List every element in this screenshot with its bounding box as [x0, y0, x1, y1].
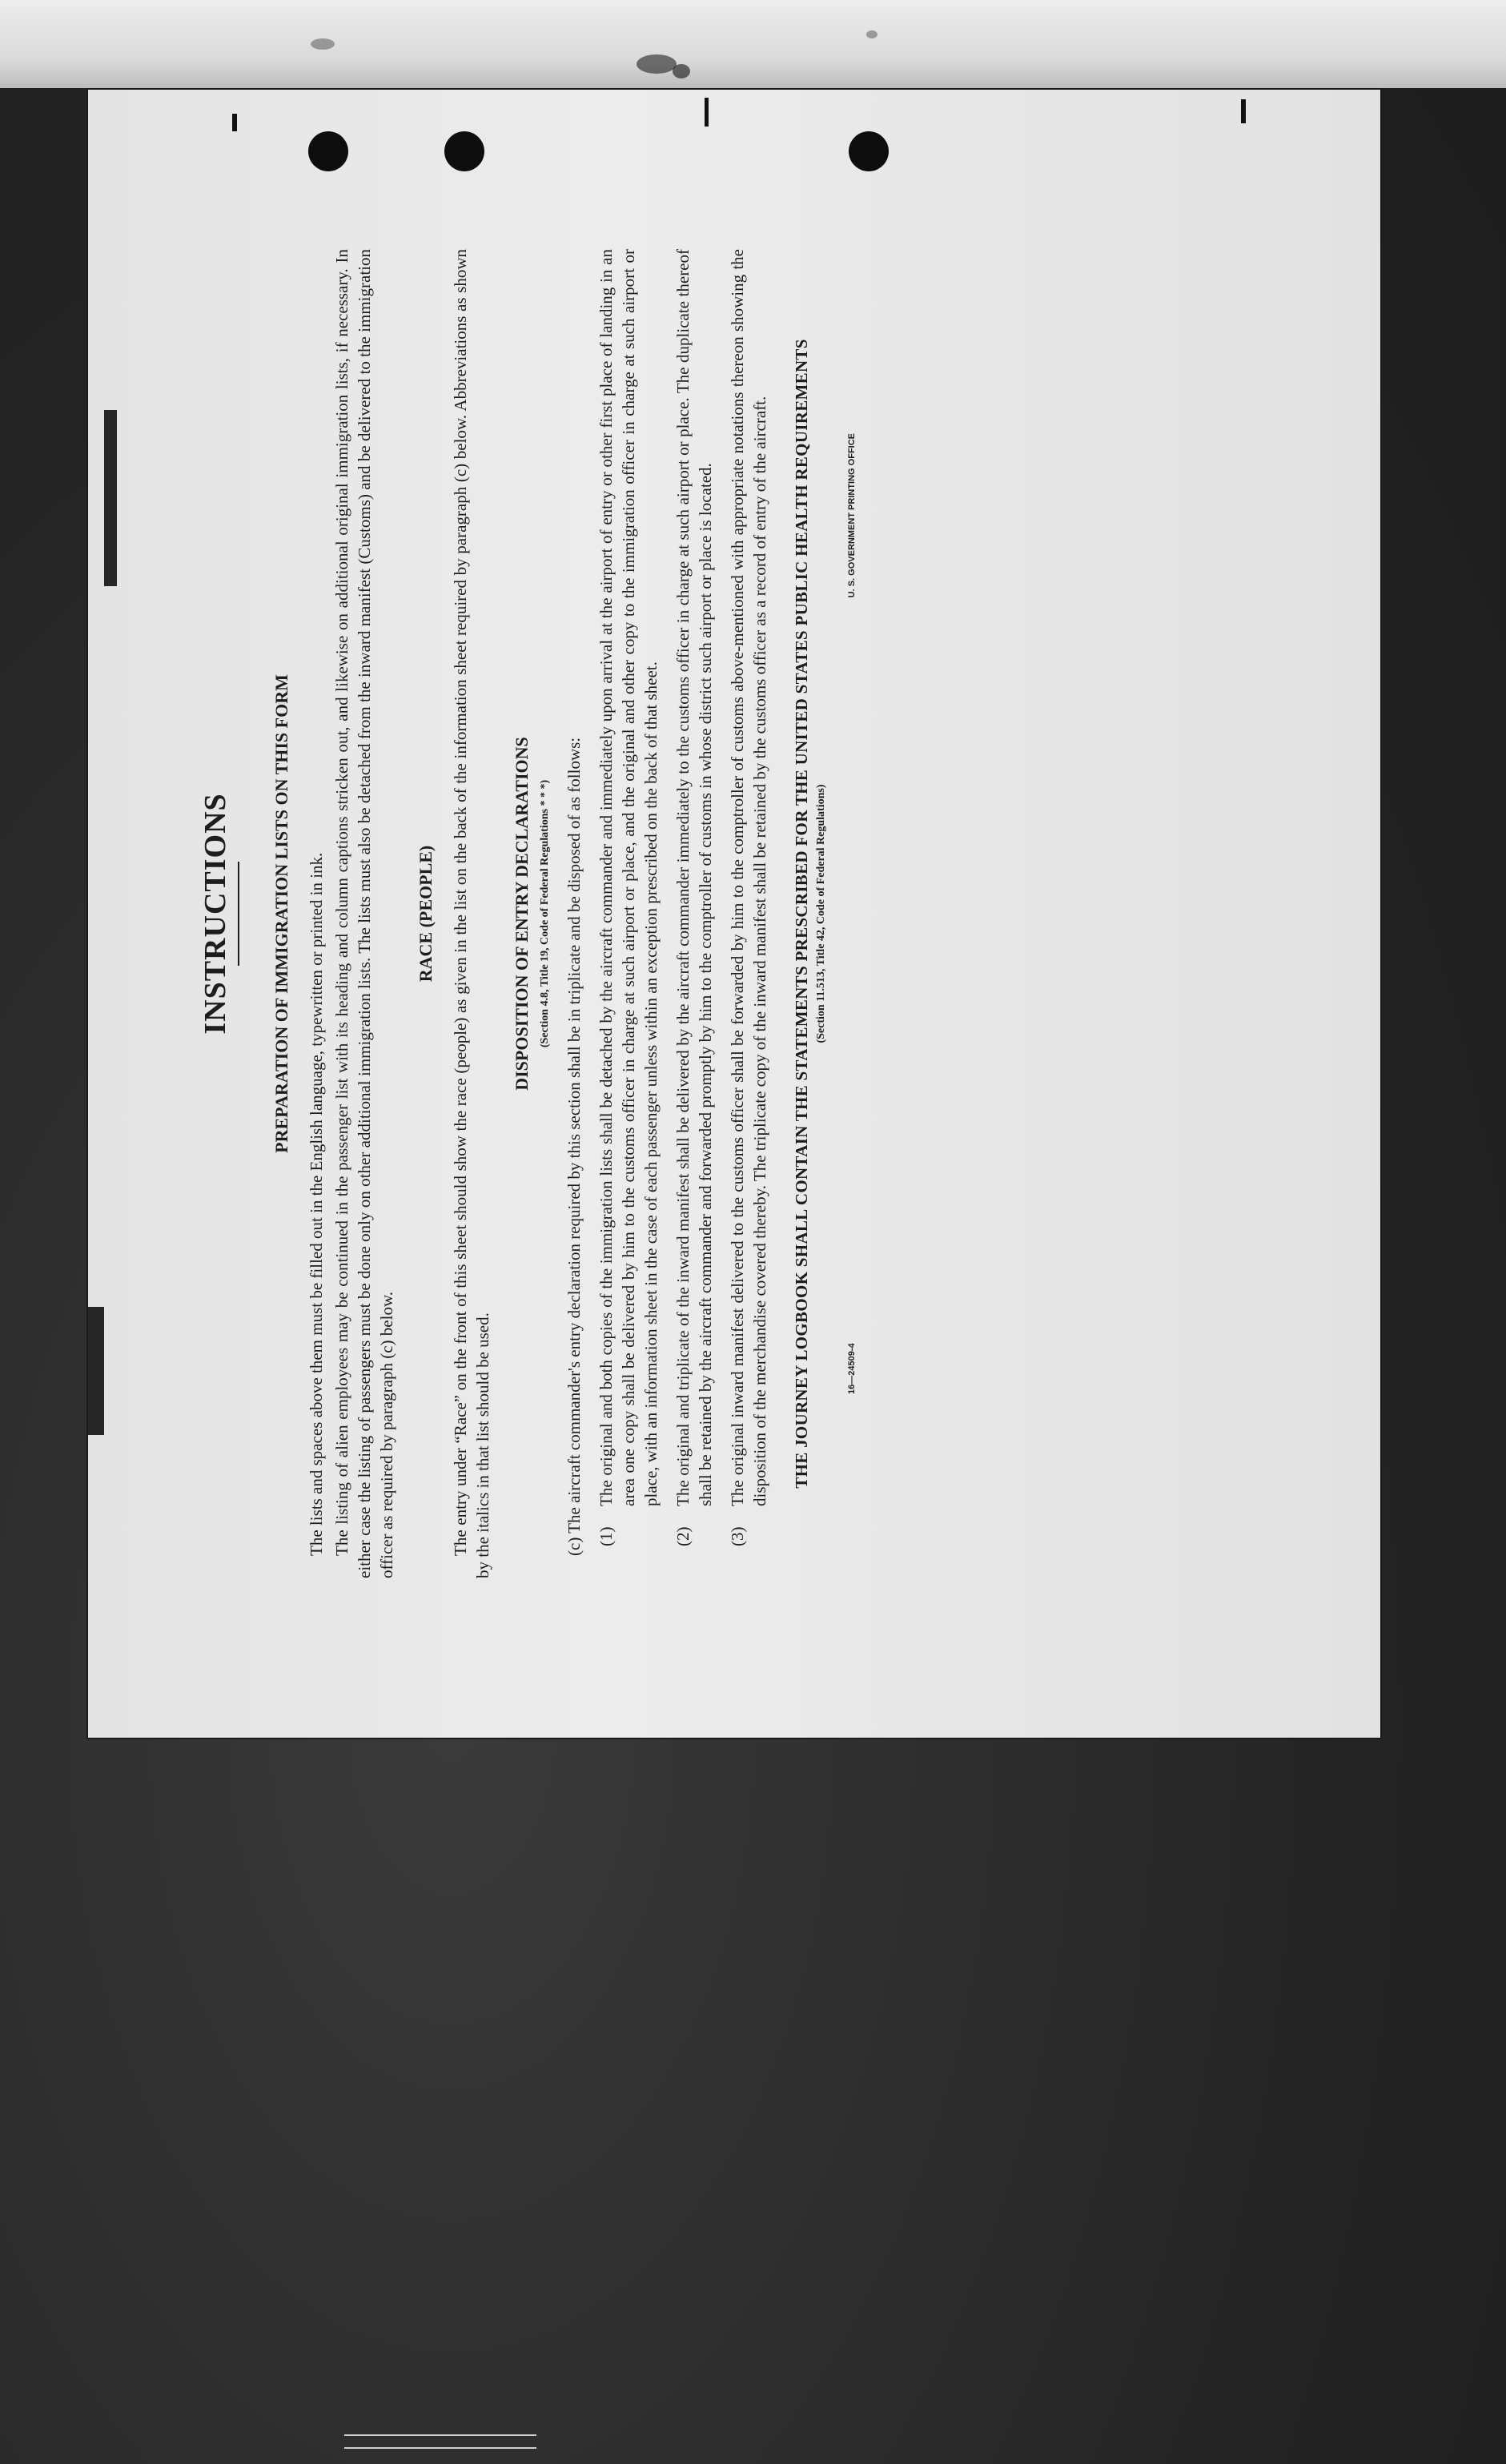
list-item-number: (1)	[596, 1526, 616, 1546]
list-item	[672, 249, 717, 1546]
speck	[673, 64, 690, 78]
race-heading: RACE (PEOPLE)	[416, 845, 436, 983]
list-item-text: The original and both copies of the immigration lists shall be detached by the aircraft commander and immediately upon arrival at the airport of entry or other first place of landing in an area one copy shall be delivered by him to the customs officer in charge at such airport or place, and the original and other copy to the immigration officer in charge at such airport or place, with an information sheet in the case of each passenger unless within an exception prescribed on the back of that sheet.	[596, 249, 661, 1506]
disposition-heading: DISPOSITION OF ENTRY DECLARATIONS	[512, 737, 532, 1091]
list-item-number: (2)	[673, 1526, 693, 1546]
form-number: 16—24509-4	[847, 1343, 857, 1394]
disposition-intro: (c) The aircraft commander's entry declaration required by this section shall be in triplicate and be disposed of as follows:	[564, 737, 584, 1556]
list-item	[726, 249, 771, 1546]
page-title: INSTRUCTIONS	[199, 793, 232, 1035]
speck	[866, 30, 877, 38]
print-footer	[847, 249, 857, 1578]
title-underline	[238, 862, 239, 966]
margin-mark	[104, 410, 117, 586]
form-sheet	[88, 90, 1380, 1738]
list-item-text: The original and triplicate of the inward manifest shall be delivered by the aircraft commander immediately to the customs officer in charge at such airport or place. The duplicate thereof shall be retained by the aircraft commander and forwarded promptly by him to the comptroller of customs in whose district such airport or place is located.	[673, 249, 715, 1506]
speck	[311, 38, 335, 50]
preparation-heading: PREPARATION OF IMMIGRATION LISTS ON THIS FORM	[271, 674, 291, 1153]
preparation-paragraph: The lists and spaces above them must be filled out in the English language, typewritten or printed in ink.	[307, 852, 326, 1556]
scan-bottom-marker	[344, 2434, 536, 2449]
margin-mark	[705, 98, 709, 127]
scan-top-edge	[0, 0, 1506, 88]
list-item-text: The original inward manifest delivered to the customs officer shall be forwarded by him to the comptroller of customs above-mentioned with appropriate notations thereon showing the disposition of the merchandise covered thereby. The triplicate copy of the inward manifest shall be retained by the customs officer as a record of entry of the aircraft.	[728, 249, 769, 1506]
logbook-requirement: THE JOURNEY LOGBOOK SHALL CONTAIN THE STATEMENTS PRESCRIBED FOR THE UNITED STATES PUBLIC HEALTH REQUIREMENTS	[792, 339, 811, 1489]
printer-imprint: U. S. GOVERNMENT PRINTING OFFICE	[847, 433, 857, 598]
margin-mark	[1241, 99, 1246, 123]
logbook-citation: (Section 11.513, Title 42, Code of Federal Regulations)	[815, 784, 827, 1043]
instructions-content	[150, 129, 1319, 1698]
disposition-citation: (Section 4.8, Title 19, Code of Federal Regulations * * *)	[539, 779, 551, 1048]
preparation-paragraph: The listing of alien employees may be continued in the passenger list with its heading and column captions stricken out, and likewise on additional original immigration lists, if necessary. In either case the listing of passengers must be done only on other additional immigration lists. The lists must also be detached from the inward manifest (Customs) and be delivered to the immigration officer as required by paragraph (c) below.	[332, 249, 396, 1578]
race-paragraph: The entry under “Race” on the front of this sheet should show the race (people) as given in the list on the back of the information sheet required by paragraph (c) below. Abbreviations as shown by the italics in that list should be used.	[451, 249, 492, 1578]
list-item-number: (3)	[728, 1526, 747, 1546]
speck	[637, 54, 677, 74]
margin-mark	[88, 1307, 104, 1435]
list-item	[595, 249, 662, 1546]
